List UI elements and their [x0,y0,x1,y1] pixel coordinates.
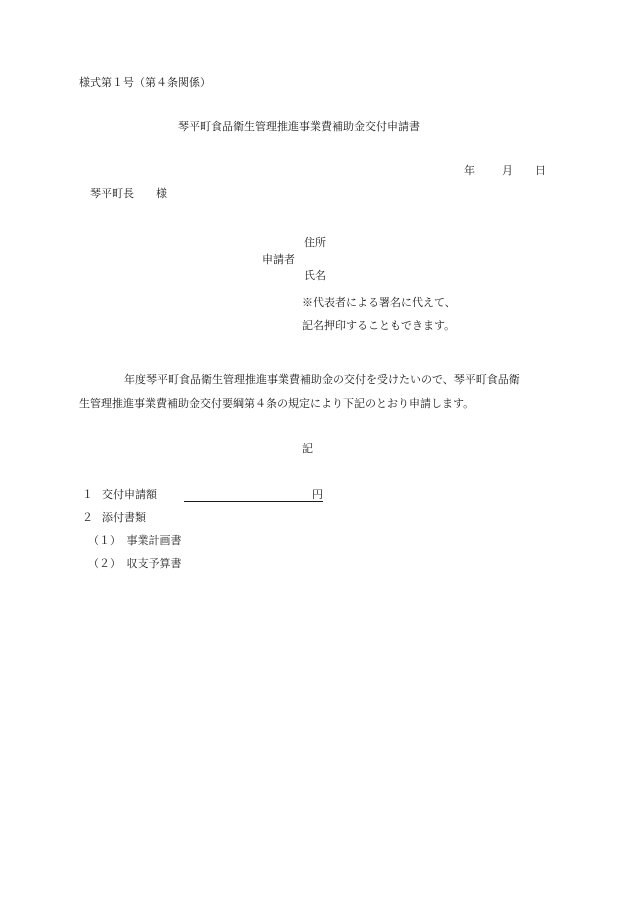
addressee: 琴平町長 様 [90,187,167,200]
item1-label: 交付申請額 [102,488,157,501]
address-label: 住所 [304,236,326,249]
form-number: 様式第１号（第４条関係） [79,76,211,89]
item2-number: ２ [82,511,93,524]
item1-number: １ [82,488,93,501]
body-line-1: 年度琴平町食品衛生管理推進事業費補助金の交付を受けたいので、琴平町食品衛 [124,373,520,386]
amount-unit: 円 [312,488,323,501]
signature-note-line1: ※代表者による署名に代えて、 [302,296,456,309]
attachment-2: （２） 収支予算書 [88,557,182,570]
amount-field [184,489,323,502]
item2-label: 添付書類 [102,511,146,524]
date-year: 年 [464,164,475,177]
signature-note-line2: 記名押印することもできます。 [302,319,456,332]
applicant-label: 申請者 [262,253,295,266]
attachment-1: （１） 事業計画書 [88,534,182,547]
date-day: 日 [535,164,546,177]
document-title: 琴平町食品衛生管理推進事業費補助金交付申請書 [178,120,420,133]
date-month: 月 [502,164,513,177]
name-label: 氏名 [304,269,326,282]
ki-heading: 記 [302,442,313,455]
body-line-2: 生管理推進事業費補助金交付要綱第４条の規定により下記のとおり申請します。 [79,397,475,410]
